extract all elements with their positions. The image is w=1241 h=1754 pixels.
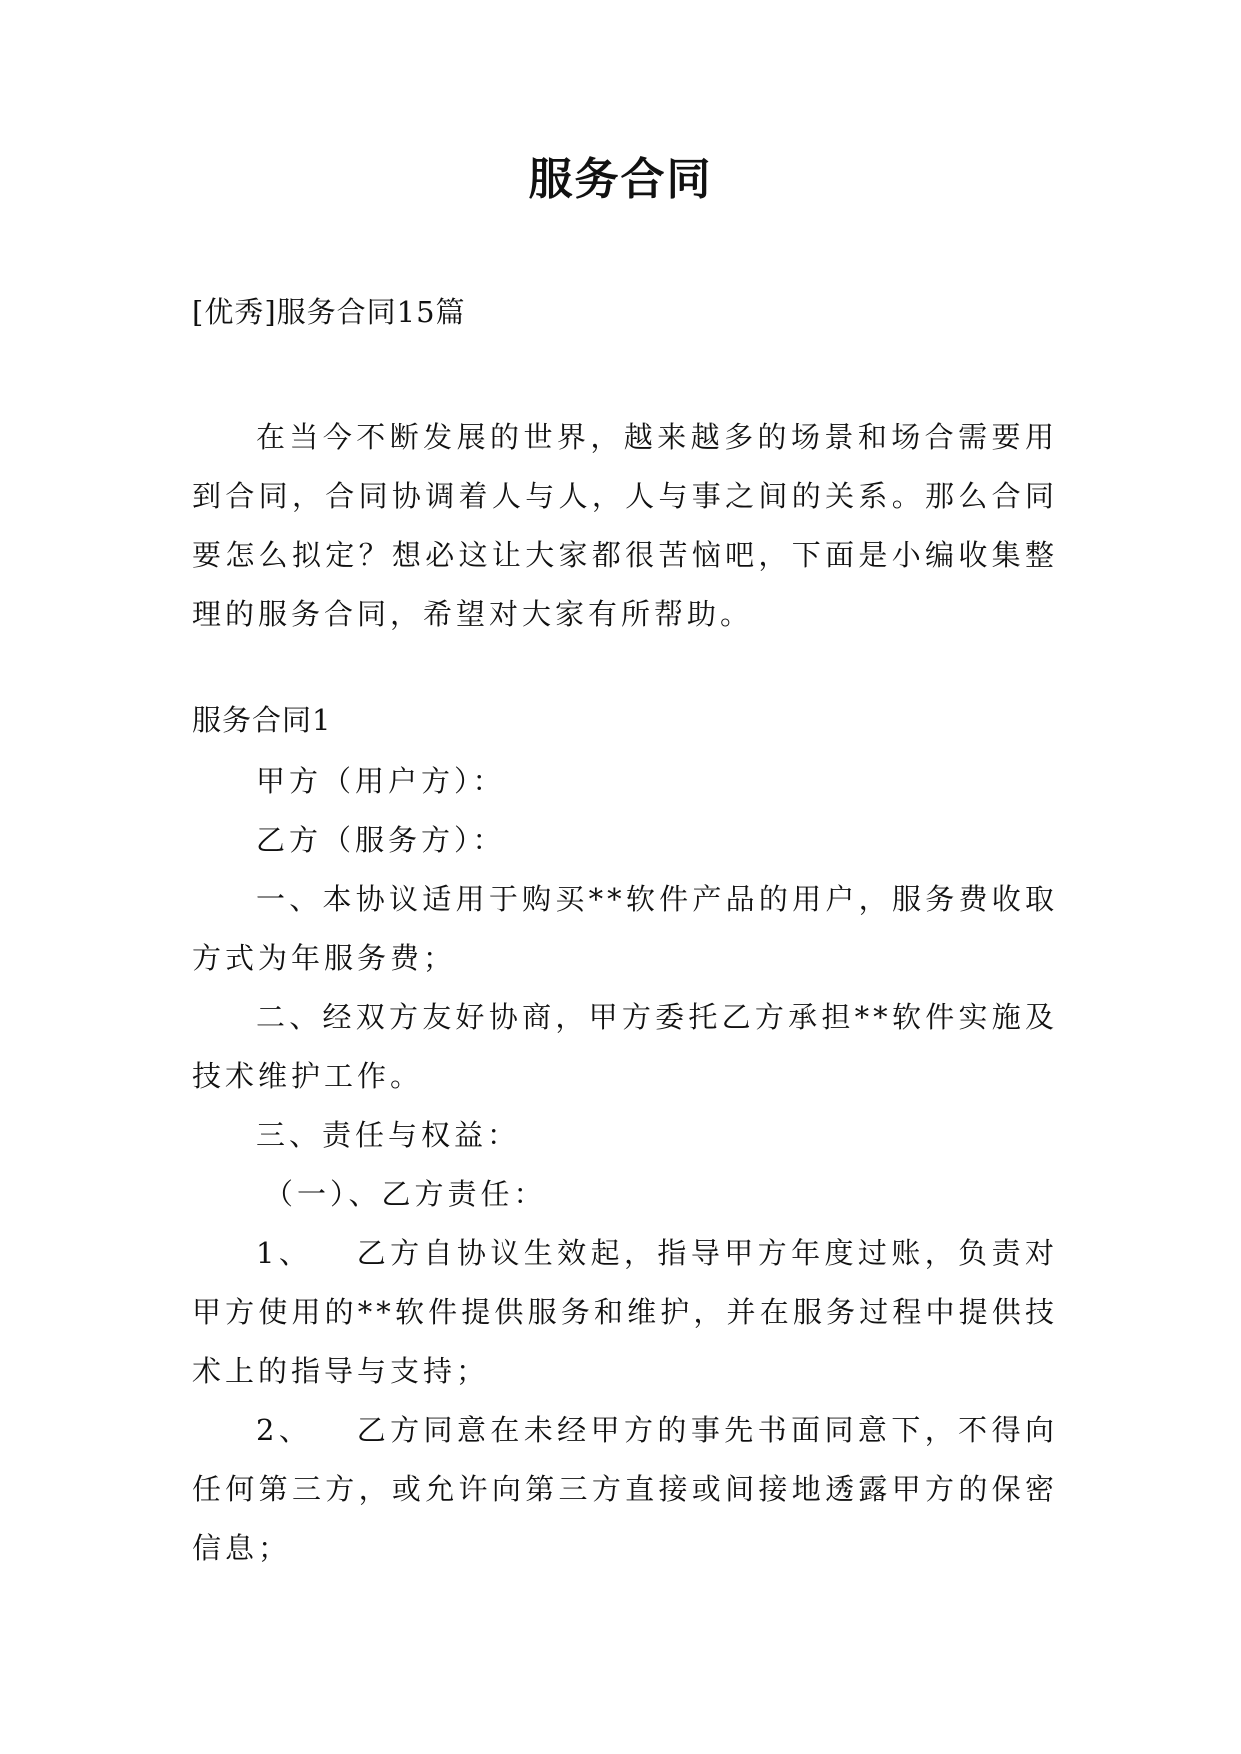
party-a-line: 甲方（用户方）： (256, 764, 506, 798)
intro-paragraph: 在当今不断发展的世界，越来越多的场景和场合需要用到合同，合同协调着人与人，人与事之间的关系。那么合同要怎么拟定？想必这让大家都很苦恼吧，下面是小编收集整理的服务合同，希望对大家有所帮助。 (192, 420, 1058, 631)
clause-2: 二、经双方友好协商，甲方委托乙方承担**软件实施及技术维护工作。 (192, 1000, 1058, 1093)
item-2-number: 2、 (256, 1413, 313, 1447)
clause-3: 三、责任与权益： (256, 1118, 521, 1152)
document-subtitle: [优秀]服务合同15篇 (192, 295, 466, 329)
clause-3-sub: （一）、乙方责任： (264, 1177, 547, 1211)
item-2 (192, 1401, 1058, 1578)
item-1-number: 1、 (256, 1236, 313, 1270)
item-2-text: 乙方同意在未经甲方的事先书面同意下，不得向任何第三方，或允许向第三方直接或间接地透露甲方的保密信息； (192, 1413, 1058, 1565)
section-title: 服务合同1 (192, 703, 332, 737)
item-1-text: 乙方自协议生效起，指导甲方年度过账，负责对甲方使用的**软件提供服务和维护，并在服务过程中提供技术上的指导与支持； (192, 1236, 1058, 1388)
document-title: 服务合同 (528, 154, 713, 205)
party-b-line: 乙方（服务方）： (256, 823, 506, 857)
item-1 (192, 1224, 1058, 1401)
clause-1: 一、本协议适用于购买**软件产品的用户，服务费收取方式为年服务费； (192, 882, 1058, 975)
